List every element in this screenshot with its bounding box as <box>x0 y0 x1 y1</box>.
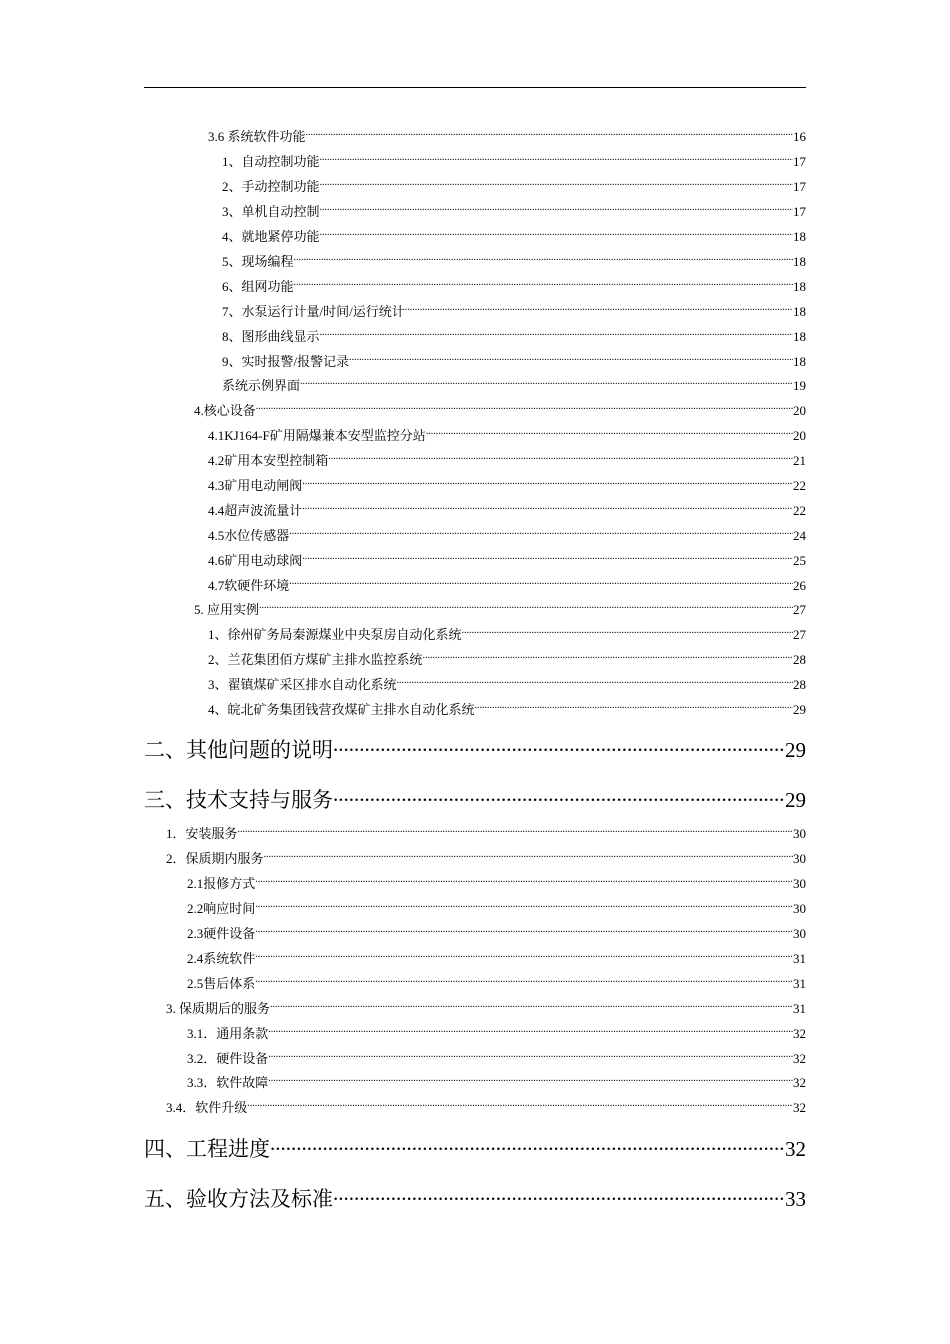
toc-entry-label: 4.2矿用本安型控制箱 <box>208 453 329 468</box>
toc-entry[interactable] <box>187 1051 806 1067</box>
toc-leader-dots <box>320 331 793 341</box>
toc-entry-label: 3. 保质期后的服务 <box>166 1001 271 1016</box>
toc-entry-page: 24 <box>793 528 806 543</box>
toc-entry[interactable] <box>187 1026 806 1042</box>
toc-entry-page: 20 <box>793 428 806 443</box>
toc-entry[interactable] <box>166 851 806 867</box>
toc-leader-dots <box>328 455 793 465</box>
toc-entry-page: 27 <box>793 627 806 642</box>
toc-leader-dots <box>397 679 793 689</box>
toc-leader-dots <box>306 131 793 141</box>
toc-leader-dots <box>255 878 793 888</box>
toc-entry-label: 1、自动控制功能 <box>222 154 320 169</box>
toc-entry-page: 17 <box>793 204 806 219</box>
toc-leader-dots <box>268 1028 793 1038</box>
toc-chapter[interactable] <box>144 734 806 763</box>
toc-leader-dots <box>255 928 793 938</box>
toc-entry[interactable] <box>222 329 806 345</box>
toc-entry-page: 31 <box>793 1001 806 1016</box>
toc-leader-dots <box>349 356 793 366</box>
toc-chapter-page: 33 <box>785 1187 806 1212</box>
toc-entry-page: 32 <box>793 1026 806 1041</box>
toc-entry-label: 4.4超声波流量计 <box>208 503 303 518</box>
toc-entry-page: 32 <box>793 1100 806 1115</box>
toc-entry-label: 2.1报修方式 <box>187 876 256 891</box>
toc-leader-dots <box>320 156 793 166</box>
toc-chapter[interactable] <box>144 1133 806 1162</box>
toc-leader-dots <box>268 1053 793 1063</box>
toc-entry[interactable] <box>166 1001 806 1017</box>
toc-chapter-page: 29 <box>785 738 806 763</box>
toc-leader-dots <box>294 256 793 266</box>
toc-entry-label: 4.1KJ164-F矿用隔爆兼本安型监控分站 <box>208 428 426 443</box>
toc-leader-dots <box>302 555 793 565</box>
toc-entry-label: 8、图形曲线显示 <box>222 329 320 344</box>
toc-entry-label: 5. 应用实例 <box>194 602 260 617</box>
toc-entry[interactable] <box>166 1100 806 1116</box>
toc-entry[interactable] <box>208 478 806 494</box>
toc-leader-dots <box>302 505 793 515</box>
toc-leader-dots <box>264 853 793 863</box>
toc-leader-dots <box>294 281 793 291</box>
toc-leader-dots <box>333 784 785 807</box>
toc-entry[interactable] <box>187 1075 806 1091</box>
toc-entry-page: 21 <box>793 453 806 468</box>
toc-chapter-label: 二、其他问题的说明 <box>144 738 333 763</box>
toc-chapter-page: 32 <box>785 1137 806 1162</box>
toc-entry-page: 30 <box>793 876 806 891</box>
toc-leader-dots <box>475 704 793 714</box>
toc-entry-label: 2.3硬件设备 <box>187 926 256 941</box>
toc-entry[interactable] <box>208 553 806 569</box>
toc-chapter-page: 29 <box>785 788 806 813</box>
toc-entry-label: 4、就地紧停功能 <box>222 229 320 244</box>
toc-entry-page: 31 <box>793 951 806 966</box>
toc-entry-label: 3.1．通用条款 <box>187 1026 269 1041</box>
toc-entry[interactable] <box>166 826 806 842</box>
toc-entry-page: 20 <box>793 403 806 418</box>
toc-entry-label: 1、徐州矿务局秦源煤业中央泵房自动化系统 <box>208 627 462 642</box>
toc-entry-label: 4.7软硬件环境 <box>208 578 290 593</box>
toc-entry-page: 30 <box>793 926 806 941</box>
toc-entry[interactable] <box>194 403 806 419</box>
toc-entry-page: 32 <box>793 1075 806 1090</box>
toc-entry-page: 17 <box>793 154 806 169</box>
toc-entry[interactable] <box>222 154 806 170</box>
toc-chapter[interactable] <box>144 1183 806 1212</box>
toc-entry[interactable] <box>208 652 806 668</box>
toc-leader-dots <box>238 828 793 838</box>
toc-entry-label: 2.5售后体系 <box>187 976 256 991</box>
toc-entry-label: 1．安装服务 <box>166 826 238 841</box>
toc-leader-dots <box>289 580 793 590</box>
toc-leader-dots <box>289 530 793 540</box>
toc-entry-label: 2、手动控制功能 <box>222 179 320 194</box>
toc-entry[interactable] <box>222 354 806 370</box>
toc-entry-label: 3、单机自动控制 <box>222 204 320 219</box>
toc-leader-dots <box>302 480 793 490</box>
toc-entry-label: 3.6 系统软件功能 <box>208 129 306 144</box>
toc-leader-dots <box>259 604 793 614</box>
toc-entry-page: 25 <box>793 553 806 568</box>
toc-leader-dots <box>320 206 793 216</box>
toc-entry-label: 3.4．软件升级 <box>166 1100 248 1115</box>
toc-entry-label: 2．保质期内服务 <box>166 851 264 866</box>
toc-entry[interactable] <box>222 279 806 295</box>
toc-entry-page: 29 <box>793 702 806 717</box>
toc-entry-label: 2、兰花集团佰方煤矿主排水监控系统 <box>208 652 423 667</box>
toc-entry[interactable] <box>187 976 806 992</box>
toc-chapter-label: 四、工程进度 <box>144 1137 270 1162</box>
toc-entry[interactable] <box>208 129 806 145</box>
toc-leader-dots <box>270 1133 785 1156</box>
toc-entry-label: 5、现场编程 <box>222 254 294 269</box>
toc-entry[interactable] <box>222 378 806 394</box>
toc-entry-page: 22 <box>793 478 806 493</box>
toc-entry[interactable] <box>222 304 806 320</box>
toc-entry-label: 3.3．软件故障 <box>187 1075 269 1090</box>
toc-entry-page: 31 <box>793 976 806 991</box>
toc-leader-dots <box>255 903 793 913</box>
toc-entry-page: 22 <box>793 503 806 518</box>
toc-entry-label: 2.4系统软件 <box>187 951 256 966</box>
toc-entry-label: 2.2响应时间 <box>187 901 256 916</box>
toc-leader-dots <box>426 430 793 440</box>
toc-entry[interactable] <box>208 578 806 594</box>
toc-leader-dots <box>423 654 793 664</box>
toc-entry-page: 27 <box>793 602 806 617</box>
toc-entry-page: 32 <box>793 1051 806 1066</box>
toc-entry-label: 4、皖北矿务集团钱营孜煤矿主排水自动化系统 <box>208 702 475 717</box>
toc-entry-page: 28 <box>793 652 806 667</box>
toc-leader-dots <box>405 306 793 316</box>
toc-entry[interactable] <box>222 204 806 220</box>
toc-leader-dots <box>255 978 793 988</box>
toc-leader-dots <box>333 1183 785 1206</box>
toc-leader-dots <box>300 380 793 390</box>
toc-entry-label: 4.核心设备 <box>194 403 256 418</box>
toc-entry[interactable] <box>208 677 806 693</box>
toc-entry-label: 7、水泵运行计量/时间/运行统计 <box>222 304 405 319</box>
toc-entry-page: 18 <box>793 304 806 319</box>
toc-leader-dots <box>320 181 793 191</box>
toc-entry-page: 30 <box>793 851 806 866</box>
toc-entry[interactable] <box>222 179 806 195</box>
toc-leader-dots <box>270 1003 793 1013</box>
toc-entry[interactable] <box>208 702 806 718</box>
toc-entry-label: 系统示例界面 <box>222 378 301 393</box>
toc-entry-page: 30 <box>793 901 806 916</box>
toc-entry-page: 18 <box>793 329 806 344</box>
toc-entry-label: 3.2．硬件设备 <box>187 1051 269 1066</box>
toc-entry[interactable] <box>187 951 806 967</box>
toc-entry-label: 9、实时报警/报警记录 <box>222 354 350 369</box>
toc-entry[interactable] <box>208 428 806 444</box>
toc-leader-dots <box>255 953 793 963</box>
toc-entry-page: 16 <box>793 129 806 144</box>
toc-entry-label: 3、翟镇煤矿采区排水自动化系统 <box>208 677 397 692</box>
toc-entry-page: 30 <box>793 826 806 841</box>
toc-entry[interactable] <box>194 602 806 618</box>
toc-entry[interactable] <box>222 229 806 245</box>
toc-entry[interactable] <box>208 503 806 519</box>
toc-entry-page: 18 <box>793 354 806 369</box>
toc-entry-page: 19 <box>793 378 806 393</box>
toc-leader-dots <box>247 1102 793 1112</box>
toc-entry-page: 28 <box>793 677 806 692</box>
header-rule <box>144 87 806 88</box>
toc-entry-label: 4.5水位传感器 <box>208 528 290 543</box>
toc-entry[interactable] <box>187 901 806 917</box>
toc-entry[interactable] <box>187 876 806 892</box>
toc-entry[interactable] <box>187 926 806 942</box>
toc-entry[interactable] <box>208 627 806 643</box>
toc-leader-dots <box>320 231 793 241</box>
toc-chapter[interactable] <box>144 784 806 813</box>
toc-entry-page: 18 <box>793 229 806 244</box>
toc-entry-page: 17 <box>793 179 806 194</box>
toc-entry-label: 4.3矿用电动闸阀 <box>208 478 303 493</box>
toc-entry[interactable] <box>222 254 806 270</box>
toc-entry-label: 6、组网功能 <box>222 279 294 294</box>
toc-entry-page: 18 <box>793 254 806 269</box>
toc-chapter-label: 五、验收方法及标准 <box>144 1187 333 1212</box>
toc-entry-page: 26 <box>793 578 806 593</box>
toc-chapter-label: 三、技术支持与服务 <box>144 788 333 813</box>
toc-leader-dots <box>256 405 793 415</box>
toc-entry[interactable] <box>208 528 806 544</box>
toc-leader-dots <box>268 1077 793 1087</box>
toc-leader-dots <box>333 734 785 757</box>
toc-entry-label: 4.6矿用电动球阀 <box>208 553 303 568</box>
toc-entry-page: 18 <box>793 279 806 294</box>
toc-leader-dots <box>462 629 793 639</box>
toc-entry[interactable] <box>208 453 806 469</box>
